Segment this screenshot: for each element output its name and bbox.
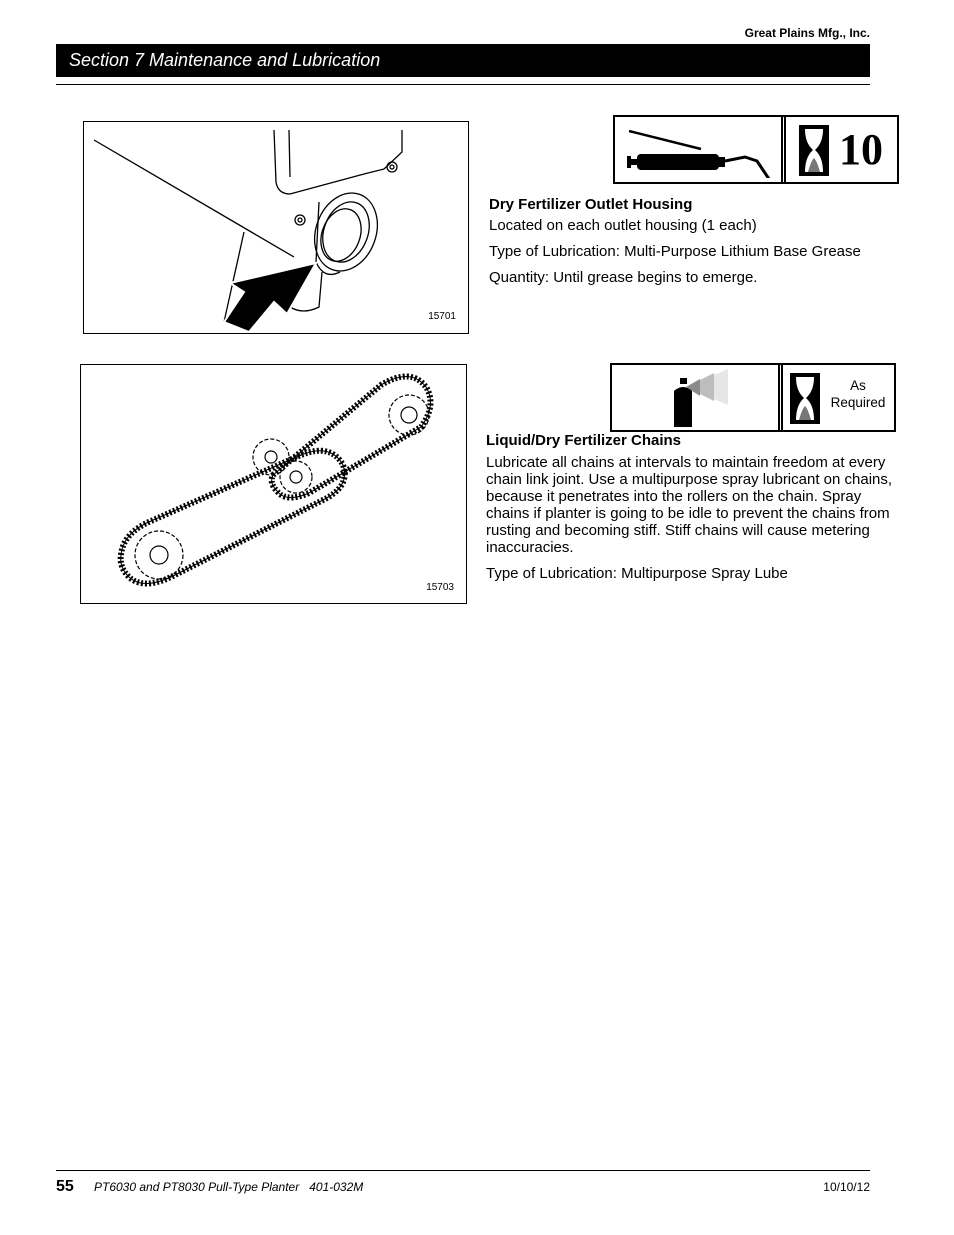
hourglass-icon bbox=[790, 373, 820, 424]
chains-illustration bbox=[81, 365, 466, 603]
hourglass-icon bbox=[799, 125, 829, 176]
figure-number: 15703 bbox=[426, 582, 454, 593]
item-lubrication-type: Type of Lubrication: Multi-Purpose Lithium Base Grease bbox=[489, 243, 861, 260]
item-quantity: Quantity: Until grease begins to emerge. bbox=[489, 269, 758, 286]
outlet-housing-illustration bbox=[84, 122, 468, 333]
grease-gun-icon bbox=[621, 123, 776, 178]
figure-fertilizer-chains bbox=[80, 364, 467, 604]
item-lubrication-type: Type of Lubrication: Multipurpose Spray Lube bbox=[486, 565, 788, 582]
figure-outlet-housing bbox=[83, 121, 469, 334]
revision-date: 10/10/12 bbox=[823, 1180, 870, 1194]
header-rule bbox=[56, 84, 870, 85]
spray-can-icon bbox=[668, 369, 738, 427]
interval-hours: 10 bbox=[839, 125, 883, 174]
figure-number: 15701 bbox=[428, 311, 456, 322]
item-title: Dry Fertilizer Outlet Housing bbox=[489, 196, 693, 213]
item-title: Liquid/Dry Fertilizer Chains bbox=[486, 432, 682, 449]
section-title-bar: Section 7 Maintenance and Lubrication bbox=[56, 44, 870, 77]
document-title: PT6030 and PT8030 Pull-Type Planter 401-032M bbox=[94, 1180, 364, 1194]
lubrication-icon-box bbox=[610, 363, 896, 432]
item-description: Lubricate all chains at intervals to maintain freedom at every chain link joint. Use a multipurpose spray lubricant on chains, because it penetrates into the rollers on the chain. Spray chains if planter is going to be idle to prevent the chains from rusting and becoming stiff. Stiff chains will cause metering inaccuracies. bbox=[486, 454, 893, 556]
lubrication-icon-box bbox=[613, 115, 899, 184]
footer-rule bbox=[56, 1170, 870, 1171]
item-location: Located on each outlet housing (1 each) bbox=[489, 217, 757, 234]
interval-as-required: As Required bbox=[830, 378, 886, 410]
company-name: Great Plains Mfg., Inc. bbox=[744, 26, 870, 40]
page-number: 55 bbox=[56, 1178, 74, 1195]
